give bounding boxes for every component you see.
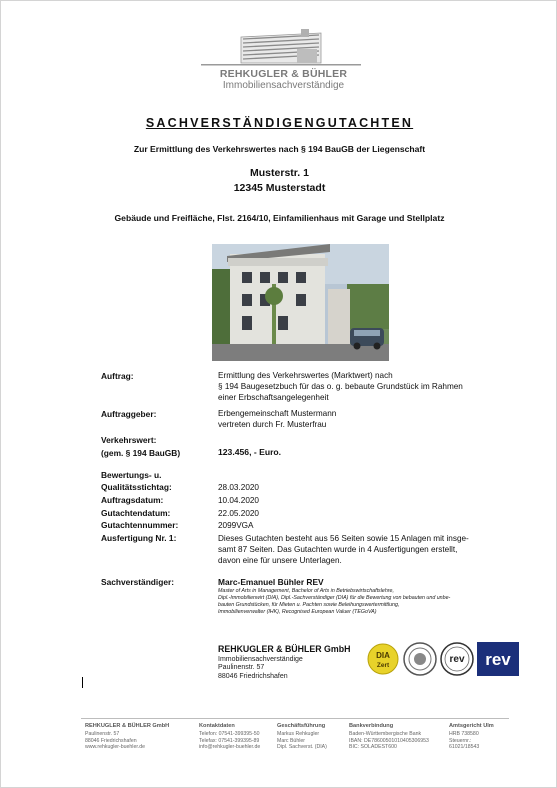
qualitaetsstichtag-value: 28.03.2020 (218, 483, 259, 492)
sachverstaendiger-name: Marc-Emanuel Bühler REV (218, 577, 324, 587)
verkehrswert-label: Verkehrswert: (101, 435, 157, 445)
property-photo (212, 244, 389, 361)
ausfertigung-label: Ausfertigung Nr. 1: (101, 533, 177, 543)
rev-seal-text: rev (449, 654, 465, 665)
auftraggeber-label: Auftraggeber: (101, 409, 157, 419)
footer-col-court: Amtsgericht Ulm HRB 738580 Steuernr.: 61021/18543 (449, 723, 494, 751)
footer-divider (81, 718, 509, 719)
auftrag-label: Auftrag: (101, 371, 134, 381)
verkehrswert-label-sub: (gem. § 194 BauGB) (101, 448, 181, 458)
dia-badge-subtext: Zert (376, 662, 390, 669)
firm-name: REHKUGLER & BÜHLER GmbH (218, 644, 351, 654)
sachverstaendiger-qualifications: Master of Arts in Management, Bachelor of Arts in Betriebswirtschaftslehre, Dipl.-Immobilienwirt (DIA), Dipl.-Sachverständiger (DIA) für die Bewertung von bebauten und unbe- bauten Grundstücken, für Mieten u. Pachten sowie Beleihungswertermittlung, Immobilienverwalter (IHK), Recognised European Valuer (TEGoVA) (218, 588, 451, 615)
firm-line-1: Immobiliensachverständige (218, 656, 303, 663)
qualitaetsstichtag-label: Qualitätsstichtag: (101, 482, 172, 492)
auftraggeber-value: Erbengemeinschaft Mustermann vertreten durch Fr. Musterfrau (218, 409, 337, 429)
gutachtendatum-label: Gutachtendatum: (101, 508, 171, 518)
rev-seal-badge (440, 642, 474, 676)
text-cursor (82, 677, 83, 688)
gutachtennummer-label: Gutachtennummer: (101, 520, 179, 530)
sachverstaendiger-label: Sachverständiger: (101, 577, 175, 587)
firm-line-2: Paulinenstr. 57 (218, 664, 265, 671)
property-street: Musterstr. 1 (250, 167, 309, 179)
gutachtennummer-value: 2099VGA (218, 521, 254, 530)
certification-seal-icon (403, 642, 437, 676)
footer-col-contact: Kontaktdaten Telefon: 07541-399395-50 Telefax: 07541-399395-89 info@rehkugler-buehler.de (199, 723, 261, 751)
firm-line-3: 88046 Friedrichshafen (218, 673, 288, 680)
property-city: 12345 Musterstadt (233, 182, 326, 194)
ausfertigung-value: Dieses Gutachten besteht aus 56 Seiten sowie 15 Anlagen mit insge- samt 87 Seiten. Das Gutachten wurde in 4 Ausfertigungen erstellt, davon eine für unsere Unterlagen. (218, 534, 469, 565)
gutachtendatum-value: 22.05.2020 (218, 509, 259, 518)
auftragsdatum-label: Auftragsdatum: (101, 495, 164, 505)
dia-certification-badge (367, 643, 399, 675)
verkehrswert-value: 123.456, - Euro. (218, 447, 282, 457)
document-title: SACHVERSTÄNDIGENGUTACHTEN (145, 116, 414, 130)
logo-company-subtitle: Immobiliensachverständige (222, 80, 345, 91)
object-description: Gebäude und Freifläche, Flst. 2164/10, Einfamilienhaus mit Garage und Stellplatz (114, 213, 445, 223)
document-subtitle: Zur Ermittlung des Verkehrswertes nach § 194 BauGB der Liegenschaft (133, 144, 426, 154)
logo-company-name: REHKUGLER & BÜHLER (219, 68, 348, 80)
footer-col-bank: Bankverbindung Baden-Württembergische Bank IBAN: DE78600501010405306953 BIC: SOLADEST600 (349, 723, 429, 751)
auftragsdatum-value: 10.04.2020 (218, 496, 259, 505)
rev-logo-text: rev (485, 650, 511, 669)
auftrag-value: Ermittlung des Verkehrswertes (Marktwert) nach § 194 Baugesetzbuch für das o. g. bebaute Grundstück im Rahmen einer Erbschaftsangelegenheit (218, 371, 463, 402)
footer-col-management: Geschäftsführung Markus Rehkugler Marc Bühler Dipl. Sachverst. (DIA) (277, 723, 327, 751)
footer-col-company: REHKUGLER & BÜHLER GmbH Paulinenstr. 57 88046 Friedrichshafen www.rehkugler-buehler.de (85, 723, 170, 751)
company-logo-building-icon (201, 29, 361, 67)
dia-badge-text: DIA (376, 651, 390, 660)
bewertungs-label: Bewertungs- u. (101, 470, 162, 480)
rev-logo-badge (477, 642, 519, 676)
